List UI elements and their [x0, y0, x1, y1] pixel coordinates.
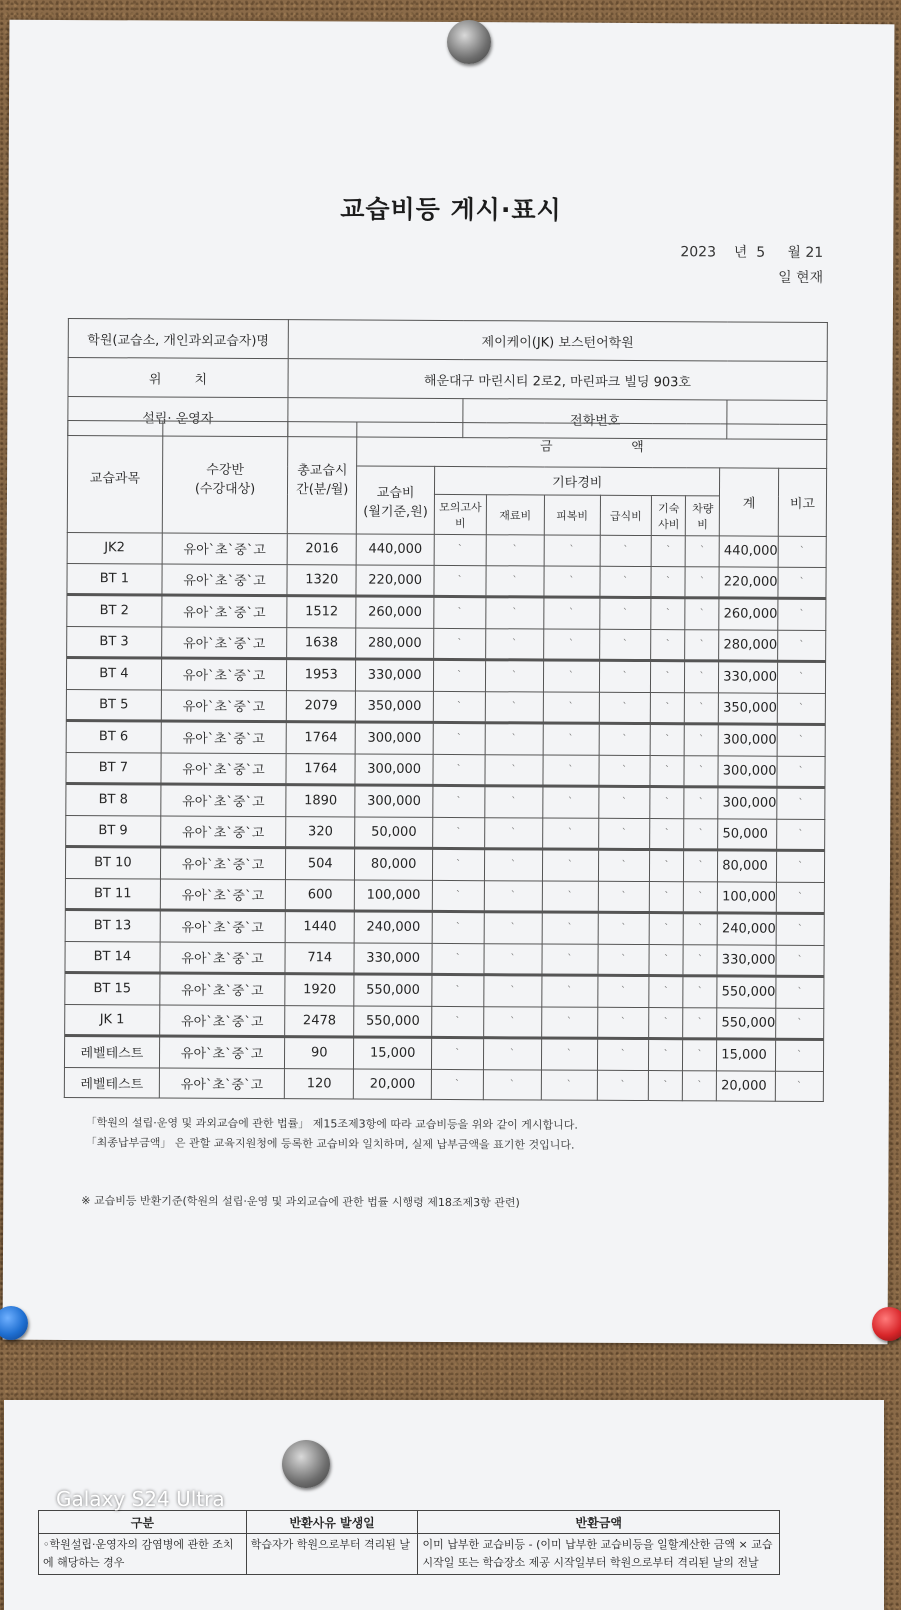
fee-class: 유아`초`중`고	[161, 658, 287, 690]
fee-total: 300,000	[718, 755, 777, 787]
fee-total: 550,000	[717, 976, 776, 1008]
fee-meal: `	[600, 535, 652, 566]
location-label: 위 치	[68, 358, 288, 398]
fee-material: `	[485, 723, 543, 755]
fee-mock: `	[434, 565, 486, 597]
fee-mock: `	[431, 1069, 483, 1100]
fee-meal: `	[598, 818, 650, 850]
fee-row	[67, 533, 826, 567]
fee-class: 유아`초`중`고	[159, 1067, 285, 1098]
fee-remarks: `	[776, 976, 824, 1008]
fee-row	[66, 783, 825, 818]
fee-mock: `	[433, 722, 485, 754]
fee-clothing: `	[543, 786, 599, 818]
fee-hours: 1320	[287, 564, 356, 596]
fee-tuition: 240,000	[354, 911, 432, 943]
fee-remarks: `	[776, 850, 824, 882]
fee-class: 유아`초`중`고	[161, 626, 287, 658]
academy-name-value: 제이케이(JK) 보스턴어학원	[288, 320, 827, 362]
header-hours: 총교습시 간(분/월)	[288, 422, 357, 534]
fee-remarks: `	[778, 598, 826, 630]
fee-remarks: `	[777, 787, 825, 819]
fee-mock: `	[434, 628, 486, 660]
refund-table	[38, 1510, 780, 1575]
fee-dorm: `	[652, 536, 686, 567]
fee-total: 50,000	[718, 818, 777, 850]
fee-meal: `	[598, 786, 650, 818]
fee-hours: 1920	[285, 974, 354, 1006]
fee-hours: 320	[286, 816, 355, 848]
fee-hours: 600	[286, 879, 355, 911]
fee-tuition: 550,000	[354, 974, 432, 1006]
fee-notice-sheet	[3, 20, 895, 1345]
fee-clothing: `	[543, 628, 599, 660]
fee-subject: JK 1	[65, 1004, 160, 1036]
fee-mock: `	[433, 754, 485, 786]
fee-material: `	[485, 691, 543, 723]
fee-subject: BT 15	[65, 972, 160, 1004]
fee-material: `	[485, 786, 543, 818]
fee-material: `	[484, 943, 542, 975]
legal-note-2: 「최종납부금액」 은 관할 교육지원청에 등록한 교습비와 일치하며, 실제 납부금액을 표기한 것입니다.	[85, 1136, 575, 1152]
fee-clothing: `	[542, 849, 598, 881]
fee-meal: `	[599, 660, 651, 692]
fee-vehicle: `	[684, 724, 718, 756]
fee-subject: BT 7	[66, 752, 161, 784]
fee-clothing: `	[542, 912, 598, 944]
fee-material: `	[486, 628, 544, 660]
fee-vehicle: `	[684, 787, 718, 819]
fee-total: 330,000	[719, 661, 778, 693]
fee-dorm: `	[651, 724, 685, 756]
fee-mock: `	[434, 534, 486, 565]
fee-subject: 레벨테스트	[64, 1067, 159, 1098]
notice-date-suffix: 일 현재	[778, 269, 824, 286]
fee-material: `	[484, 912, 542, 944]
fee-dorm: `	[651, 629, 685, 661]
fee-total: 15,000	[717, 1039, 776, 1071]
fee-remarks: `	[776, 945, 824, 977]
fee-material: `	[485, 817, 543, 849]
fee-meal: `	[599, 755, 651, 787]
fee-total: 440,000	[719, 536, 778, 567]
fee-dorm: `	[649, 1070, 683, 1101]
phone-label: 전화번호	[463, 399, 727, 439]
header-clothing: 피복비	[544, 495, 600, 535]
fee-clothing: `	[543, 660, 599, 692]
fee-vehicle: `	[685, 566, 719, 598]
fee-tuition: 300,000	[355, 754, 433, 786]
fee-clothing: `	[541, 1038, 597, 1070]
legal-note-1: 「학원의 설립·운영 및 과외교습에 관한 법률」 제15조제3항에 따라 교습비등을 위와 같이 게시합니다.	[85, 1116, 578, 1132]
fee-mock: `	[433, 691, 485, 723]
fee-row	[66, 752, 825, 787]
fee-remarks: `	[776, 913, 824, 945]
fee-hours: 1638	[287, 627, 356, 659]
fee-material: `	[485, 754, 543, 786]
header-other: 기타경비	[435, 466, 720, 495]
fee-meal: `	[598, 849, 650, 881]
fee-remarks: `	[776, 1008, 824, 1040]
fee-clothing: `	[542, 880, 598, 912]
fee-dorm: `	[650, 787, 684, 819]
fee-row	[64, 1067, 823, 1101]
fee-class: 유아`초`중`고	[161, 689, 287, 721]
fee-row	[65, 909, 824, 944]
fee-material: `	[484, 975, 542, 1007]
fee-material: `	[485, 660, 543, 692]
fee-meal: `	[598, 881, 650, 913]
fee-tuition: 300,000	[355, 785, 433, 817]
fee-meal: `	[597, 1070, 649, 1101]
fee-material: `	[484, 849, 542, 881]
fee-mock: `	[433, 848, 485, 880]
fee-dorm: `	[649, 976, 683, 1008]
header-tuition: 교습비 (월기준,원)	[356, 466, 434, 534]
fee-hours: 1512	[287, 596, 356, 628]
fee-vehicle: `	[685, 692, 719, 724]
fee-rows	[64, 533, 826, 1102]
fee-dorm: `	[651, 566, 685, 598]
pushpin-red	[872, 1307, 901, 1341]
academy-name-label: 학원(교습소, 개인과외교습자)명	[68, 319, 288, 359]
fee-tuition: 220,000	[356, 565, 434, 597]
fee-meal: `	[599, 692, 651, 724]
fee-mock: `	[432, 880, 484, 912]
fee-dorm: `	[650, 755, 684, 787]
fee-vehicle: `	[684, 881, 718, 913]
fee-row	[64, 1035, 823, 1070]
fee-dorm: `	[651, 692, 685, 724]
fee-dorm: `	[650, 881, 684, 913]
thumbtack-bottom	[282, 1440, 330, 1488]
fee-row	[65, 1004, 824, 1039]
fee-total: 300,000	[718, 724, 777, 756]
fee-total: 80,000	[718, 850, 777, 882]
fee-material: `	[486, 565, 544, 597]
fee-total: 220,000	[719, 566, 778, 598]
fee-mock: `	[432, 974, 484, 1006]
fee-hours: 2478	[285, 1005, 354, 1037]
header-remarks: 비고	[778, 468, 826, 536]
fee-dorm: `	[649, 1007, 683, 1039]
fee-vehicle: `	[684, 755, 718, 787]
fee-hours: 2079	[287, 690, 356, 722]
refund-cell-date: 학습자가 학원으로부터 격리된 날	[246, 1534, 418, 1575]
refund-cell-category: ◦학원설립·운영자의 감염병에 관한 조치에 해당하는 경우	[39, 1534, 247, 1575]
fee-remarks: `	[775, 1071, 823, 1102]
fee-class: 유아`초`중`고	[162, 533, 288, 564]
legal-notes	[86, 1113, 578, 1156]
fee-tuition: 300,000	[355, 722, 433, 754]
fee-clothing: `	[542, 975, 598, 1007]
notice-date: 2023 년 5 월 21	[680, 244, 824, 261]
fee-remarks: `	[777, 661, 825, 693]
fee-subject: BT 2	[67, 595, 162, 627]
fee-total: 300,000	[718, 787, 777, 819]
fee-tuition: 330,000	[356, 659, 434, 691]
fee-class: 유아`초`중`고	[160, 973, 286, 1005]
fee-row	[66, 658, 825, 693]
fee-mock: `	[432, 1006, 484, 1038]
fee-mock: `	[434, 596, 486, 628]
fee-tuition: 440,000	[356, 534, 434, 565]
fee-class: 유아`초`중`고	[162, 563, 288, 595]
fee-clothing: `	[542, 817, 598, 849]
fee-hours: 714	[285, 942, 354, 974]
fee-meal: `	[597, 1038, 649, 1070]
fee-total: 280,000	[719, 629, 778, 661]
fee-tuition: 50,000	[355, 817, 433, 849]
fee-tuition: 15,000	[354, 1037, 432, 1069]
fee-vehicle: `	[685, 598, 719, 630]
thumbtack-top	[447, 20, 491, 64]
fee-clothing: `	[543, 754, 599, 786]
fee-meal: `	[597, 1007, 649, 1039]
fee-material: `	[483, 1038, 541, 1070]
refund-header-date: 반환사유 발생일	[246, 1511, 418, 1534]
fee-table	[64, 420, 828, 1102]
fee-meal: `	[599, 597, 651, 629]
fee-hours: 2016	[287, 534, 356, 565]
fee-tuition: 330,000	[354, 943, 432, 975]
fee-remarks: `	[777, 724, 825, 756]
fee-row	[66, 720, 825, 755]
header-vehicle: 차량 비	[686, 496, 720, 536]
fee-material: `	[486, 597, 544, 629]
fee-subject: BT 6	[66, 720, 161, 752]
fee-material: `	[484, 1006, 542, 1038]
header-material: 재료비	[486, 495, 544, 535]
fee-dorm: `	[650, 913, 684, 945]
fee-subject: BT 5	[66, 689, 161, 721]
fee-vehicle: `	[683, 1007, 717, 1039]
fee-material: `	[486, 535, 544, 566]
fee-hours: 1890	[286, 785, 355, 817]
fee-hours: 1953	[287, 659, 356, 691]
fee-hours: 90	[285, 1037, 354, 1069]
fee-vehicle: `	[684, 850, 718, 882]
fee-row	[67, 626, 826, 661]
fee-dorm: `	[650, 818, 684, 850]
fee-material: `	[484, 880, 542, 912]
header-mock: 모의고사 비	[434, 494, 486, 534]
fee-tuition: 80,000	[355, 848, 433, 880]
fee-vehicle: `	[685, 661, 719, 693]
fee-hours: 1764	[286, 753, 355, 785]
fee-mock: `	[432, 1037, 484, 1069]
fee-vehicle: `	[683, 1039, 717, 1071]
fee-row	[65, 941, 824, 976]
camera-watermark: Galaxy S24 Ultra	[56, 1487, 225, 1511]
fee-total: 100,000	[718, 881, 777, 913]
fee-total: 350,000	[719, 692, 778, 724]
fee-total: 550,000	[717, 1007, 776, 1039]
notice-title: 교습비등 게시·표시	[340, 194, 562, 225]
fee-remarks: `	[778, 630, 826, 662]
fee-class: 유아`초`중`고	[161, 721, 287, 753]
fee-subject: BT 10	[65, 846, 160, 878]
fee-mock: `	[434, 659, 486, 691]
fee-remarks: `	[777, 756, 825, 788]
fee-mock: `	[432, 911, 484, 943]
fee-vehicle: `	[685, 629, 719, 661]
header-amount: 금 액	[357, 422, 827, 468]
fee-vehicle: `	[683, 1070, 717, 1101]
fee-subject: BT 1	[67, 563, 162, 595]
refund-header-amount: 반환금액	[418, 1511, 780, 1534]
fee-vehicle: `	[683, 944, 717, 976]
fee-row	[66, 689, 825, 724]
fee-remarks: `	[776, 1039, 824, 1071]
fee-clothing: `	[541, 1069, 597, 1100]
fee-class: 유아`초`중`고	[160, 941, 286, 973]
fee-clothing: `	[544, 597, 600, 629]
fee-subject: 레벨테스트	[64, 1035, 159, 1067]
fee-clothing: `	[542, 943, 598, 975]
fee-row	[65, 846, 824, 881]
fee-total: 330,000	[717, 944, 776, 976]
fee-remarks: `	[778, 536, 826, 567]
refund-header-category: 구분	[39, 1511, 247, 1534]
header-class: 수강반 (수강대상)	[162, 421, 288, 534]
fee-dorm: `	[649, 944, 683, 976]
fee-remarks: `	[777, 693, 825, 725]
refund-standard-note: ※ 교습비등 반환기준(학원의 설립·운영 및 과외교습에 관한 법률 시행령 제18조제3항 관련)	[81, 1194, 520, 1210]
fee-meal: `	[599, 629, 651, 661]
fee-total: 260,000	[719, 598, 778, 630]
fee-vehicle: `	[684, 818, 718, 850]
fee-dorm: `	[649, 1039, 683, 1071]
fee-subject: BT 4	[66, 658, 161, 690]
refund-cell-amount: 이미 납부한 교습비등 - (이미 납부한 교습비등을 일할계산한 금액 × 교습 시작일 또는 학습장소 제공 시작일부터 학원으로부터 격리된 날의 전날	[418, 1534, 780, 1575]
fee-tuition: 100,000	[355, 880, 433, 912]
fee-clothing: `	[543, 691, 599, 723]
fee-clothing: `	[544, 565, 600, 597]
fee-total: 20,000	[717, 1070, 776, 1101]
fee-subject: BT 9	[66, 815, 161, 847]
fee-class: 유아`초`중`고	[160, 847, 286, 879]
fee-tuition: 280,000	[356, 628, 434, 660]
fee-remarks: `	[776, 882, 824, 914]
fee-vehicle: `	[683, 976, 717, 1008]
fee-subject: BT 14	[65, 941, 160, 973]
fee-dorm: `	[650, 850, 684, 882]
founder-label: 설립· 운영자	[68, 397, 288, 437]
fee-mock: `	[433, 817, 485, 849]
fee-meal: `	[597, 975, 649, 1007]
fee-class: 유아`초`중`고	[159, 1004, 285, 1036]
location-value: 해운대구 마린시티 2로2, 마린파크 빌딩 903호	[288, 359, 827, 401]
fee-meal: `	[598, 912, 650, 944]
fee-mock: `	[432, 943, 484, 975]
fee-clothing: `	[543, 723, 599, 755]
fee-class: 유아`초`중`고	[161, 752, 287, 784]
fee-class: 유아`초`중`고	[160, 815, 286, 847]
fee-meal: `	[598, 944, 650, 976]
fee-tuition: 350,000	[355, 691, 433, 723]
fee-meal: `	[600, 566, 652, 598]
fee-row	[67, 595, 826, 630]
fee-row	[65, 972, 824, 1007]
fee-tuition: 20,000	[354, 1069, 432, 1100]
fee-tuition: 550,000	[354, 1006, 432, 1038]
fee-tuition: 260,000	[356, 596, 434, 628]
fee-class: 유아`초`중`고	[161, 784, 287, 816]
header-meal: 급식비	[600, 495, 652, 535]
fee-class: 유아`초`중`고	[159, 1036, 285, 1068]
fee-hours: 504	[286, 848, 355, 880]
fee-mock: `	[433, 785, 485, 817]
fee-subject: JK2	[67, 533, 162, 564]
fee-clothing: `	[541, 1006, 597, 1038]
fee-vehicle: `	[685, 536, 719, 567]
fee-remarks: `	[777, 819, 825, 851]
fee-row	[65, 878, 824, 913]
fee-remarks: `	[778, 567, 826, 599]
fee-hours: 120	[285, 1068, 354, 1099]
fee-row	[67, 563, 826, 598]
fee-material: `	[483, 1069, 541, 1100]
fee-subject: BT 13	[65, 909, 160, 941]
fee-hours: 1764	[286, 722, 355, 754]
fee-clothing: `	[544, 535, 600, 566]
fee-class: 유아`초`중`고	[160, 878, 286, 910]
fee-class: 유아`초`중`고	[160, 910, 286, 942]
header-subject: 교습과목	[67, 421, 162, 533]
fee-subject: BT 3	[67, 626, 162, 658]
fee-dorm: `	[651, 598, 685, 630]
fee-hours: 1440	[285, 911, 354, 943]
fee-subject: BT 11	[65, 878, 160, 910]
fee-vehicle: `	[683, 913, 717, 945]
fee-class: 유아`초`중`고	[162, 595, 288, 627]
fee-total: 240,000	[717, 913, 776, 945]
header-total: 계	[720, 468, 779, 536]
fee-subject: BT 8	[66, 783, 161, 815]
header-dorm: 기숙 사비	[652, 496, 686, 536]
fee-row	[66, 815, 825, 850]
fee-dorm: `	[651, 661, 685, 693]
fee-meal: `	[599, 723, 651, 755]
